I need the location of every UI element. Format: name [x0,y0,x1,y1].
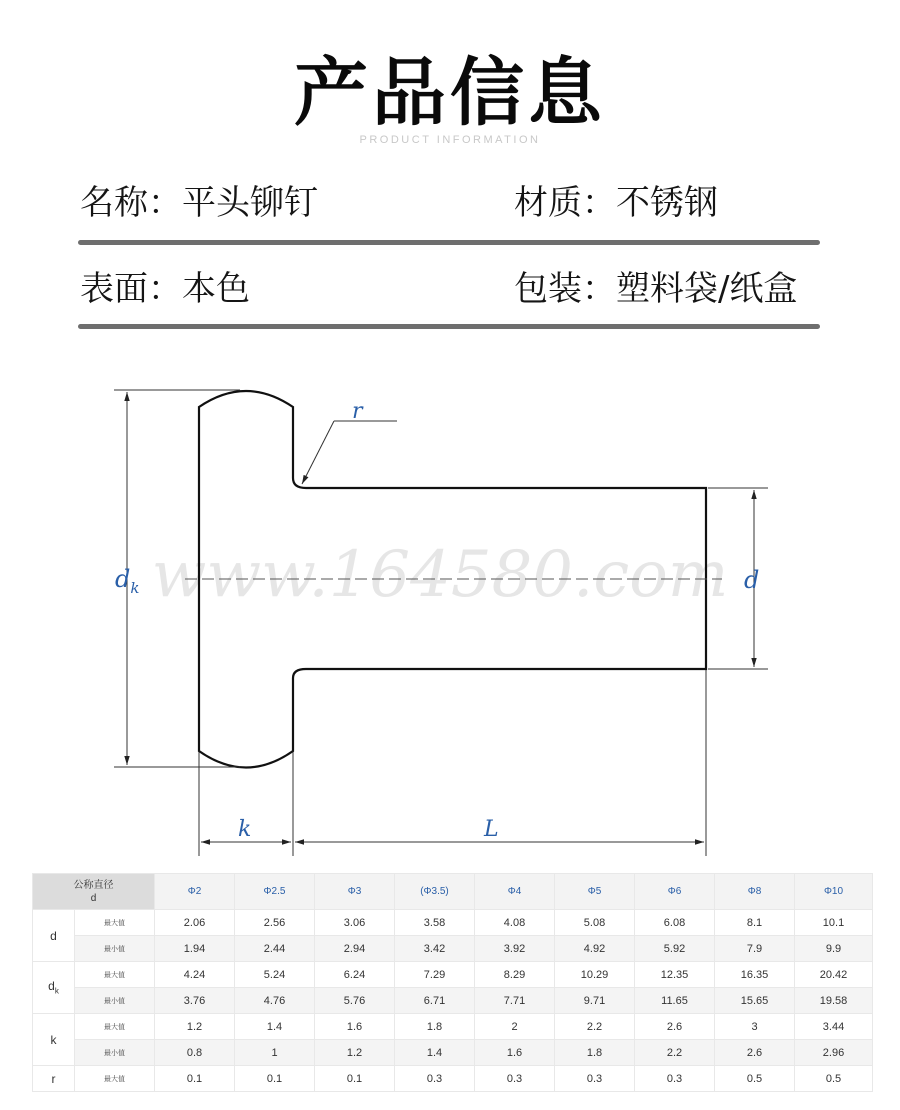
table-cell: 4.92 [555,936,635,962]
table-cell: 4.76 [235,988,315,1014]
table-cell: 6.24 [315,962,395,988]
table-cell: 4.08 [475,910,555,936]
product-name: 名称：平头铆钉 [80,183,318,223]
info-row-1 [78,178,820,228]
product-surface: 表面：本色 [80,269,250,309]
info-row-2 [78,264,820,314]
table-cell: 0.3 [555,1066,635,1092]
table-cell: 0.8 [155,1040,235,1066]
table-row [33,988,873,1014]
table-row [33,962,873,988]
table-cell: 0.1 [315,1066,395,1092]
table-row [33,936,873,962]
table-cell: 3.92 [475,936,555,962]
d-label: d [744,566,760,594]
table-cell: 7.71 [475,988,555,1014]
table-cell: 19.58 [795,988,873,1014]
limit-label: 最大值 [75,962,155,988]
table-cell: 0.1 [155,1066,235,1092]
table-cell: 5.92 [635,936,715,962]
table-cell: 2.44 [235,936,315,962]
table-cell: 8.1 [715,910,795,936]
table-cell: 2.94 [315,936,395,962]
table-row [33,1014,873,1040]
table-cell: 1.4 [395,1040,475,1066]
table-cell: 1.2 [155,1014,235,1040]
table-cell: 10.1 [795,910,873,936]
limit-label: 最大值 [75,910,155,936]
table-cell: 1.8 [555,1040,635,1066]
column-header: (Φ3.5) [395,874,475,910]
table-cell: 1 [235,1040,315,1066]
limit-label: 最大值 [75,1066,155,1092]
row-symbol: d [33,910,75,962]
table-cell: 0.3 [395,1066,475,1092]
column-header: Φ10 [795,874,873,910]
table-cell: 9.71 [555,988,635,1014]
table-cell: 2.6 [715,1040,795,1066]
table-cell: 20.42 [795,962,873,988]
table-cell: 3.42 [395,936,475,962]
table-cell: 7.29 [395,962,475,988]
table-cell: 2.2 [635,1040,715,1066]
table-cell: 5.76 [315,988,395,1014]
table-cell: 12.35 [635,962,715,988]
table-cell: 15.65 [715,988,795,1014]
table-cell: 16.35 [715,962,795,988]
table-cell: 3.06 [315,910,395,936]
table-cell: 3 [715,1014,795,1040]
table-cell: 2 [475,1014,555,1040]
table-cell: 0.3 [635,1066,715,1092]
r-label: r [352,399,363,424]
table-cell: 2.6 [635,1014,715,1040]
table-cell: 1.8 [395,1014,475,1040]
table-cell: 1.4 [235,1014,315,1040]
column-header: Φ2.5 [235,874,315,910]
table-cell: 1.2 [315,1040,395,1066]
product-material: 材质：不锈钢 [514,183,718,223]
row-symbol: $d_k$ [33,962,75,1014]
product-packaging: 包装：塑料袋/纸盒 [514,269,798,309]
table-cell: 0.3 [475,1066,555,1092]
column-header: Φ6 [635,874,715,910]
table-cell: 1.6 [315,1014,395,1040]
table-cell: 0.5 [795,1066,873,1092]
table-cell: 9.9 [795,936,873,962]
column-header: Φ3 [315,874,395,910]
k-label: k [238,817,252,842]
L-label: L [484,817,499,842]
table-row [33,1066,873,1092]
table-cell: 6.08 [635,910,715,936]
row-symbol: k [33,1014,75,1066]
table-cell: 0.5 [715,1066,795,1092]
divider [78,324,820,329]
table-cell: 2.96 [795,1040,873,1066]
limit-label: 最小值 [75,936,155,962]
table-cell: 5.08 [555,910,635,936]
column-header: Φ2 [155,874,235,910]
dk-label: $d_k$ [115,565,140,597]
table-cell: 3.76 [155,988,235,1014]
table-cell: 2.06 [155,910,235,936]
column-header: Φ8 [715,874,795,910]
rivet-drawing [0,370,900,870]
table-header-label: 公称直径 d [33,874,155,910]
table-cell: 2.56 [235,910,315,936]
divider [78,240,820,245]
limit-label: 最小值 [75,1040,155,1066]
spec-table [32,873,873,1092]
table-cell: 1.94 [155,936,235,962]
table-cell: 0.1 [235,1066,315,1092]
table-cell: 3.58 [395,910,475,936]
limit-label: 最小值 [75,988,155,1014]
table-cell: 3.44 [795,1014,873,1040]
r-leader-line [302,421,334,484]
watermark: www.164580.com [151,538,729,612]
page-title: 产品信息 [294,50,606,136]
table-cell: 8.29 [475,962,555,988]
column-header: Φ4 [475,874,555,910]
table-cell: 11.65 [635,988,715,1014]
page-subtitle: PRODUCT INFORMATION [359,134,541,146]
table-cell: 2.2 [555,1014,635,1040]
table-header-row [33,874,873,910]
table-cell: 6.71 [395,988,475,1014]
table-cell: 4.24 [155,962,235,988]
table-row [33,1040,873,1066]
limit-label: 最大值 [75,1014,155,1040]
column-header: Φ5 [555,874,635,910]
table-row [33,910,873,936]
table-cell: 5.24 [235,962,315,988]
table-cell: 10.29 [555,962,635,988]
row-symbol: r [33,1066,75,1092]
table-cell: 1.6 [475,1040,555,1066]
table-cell: 7.9 [715,936,795,962]
